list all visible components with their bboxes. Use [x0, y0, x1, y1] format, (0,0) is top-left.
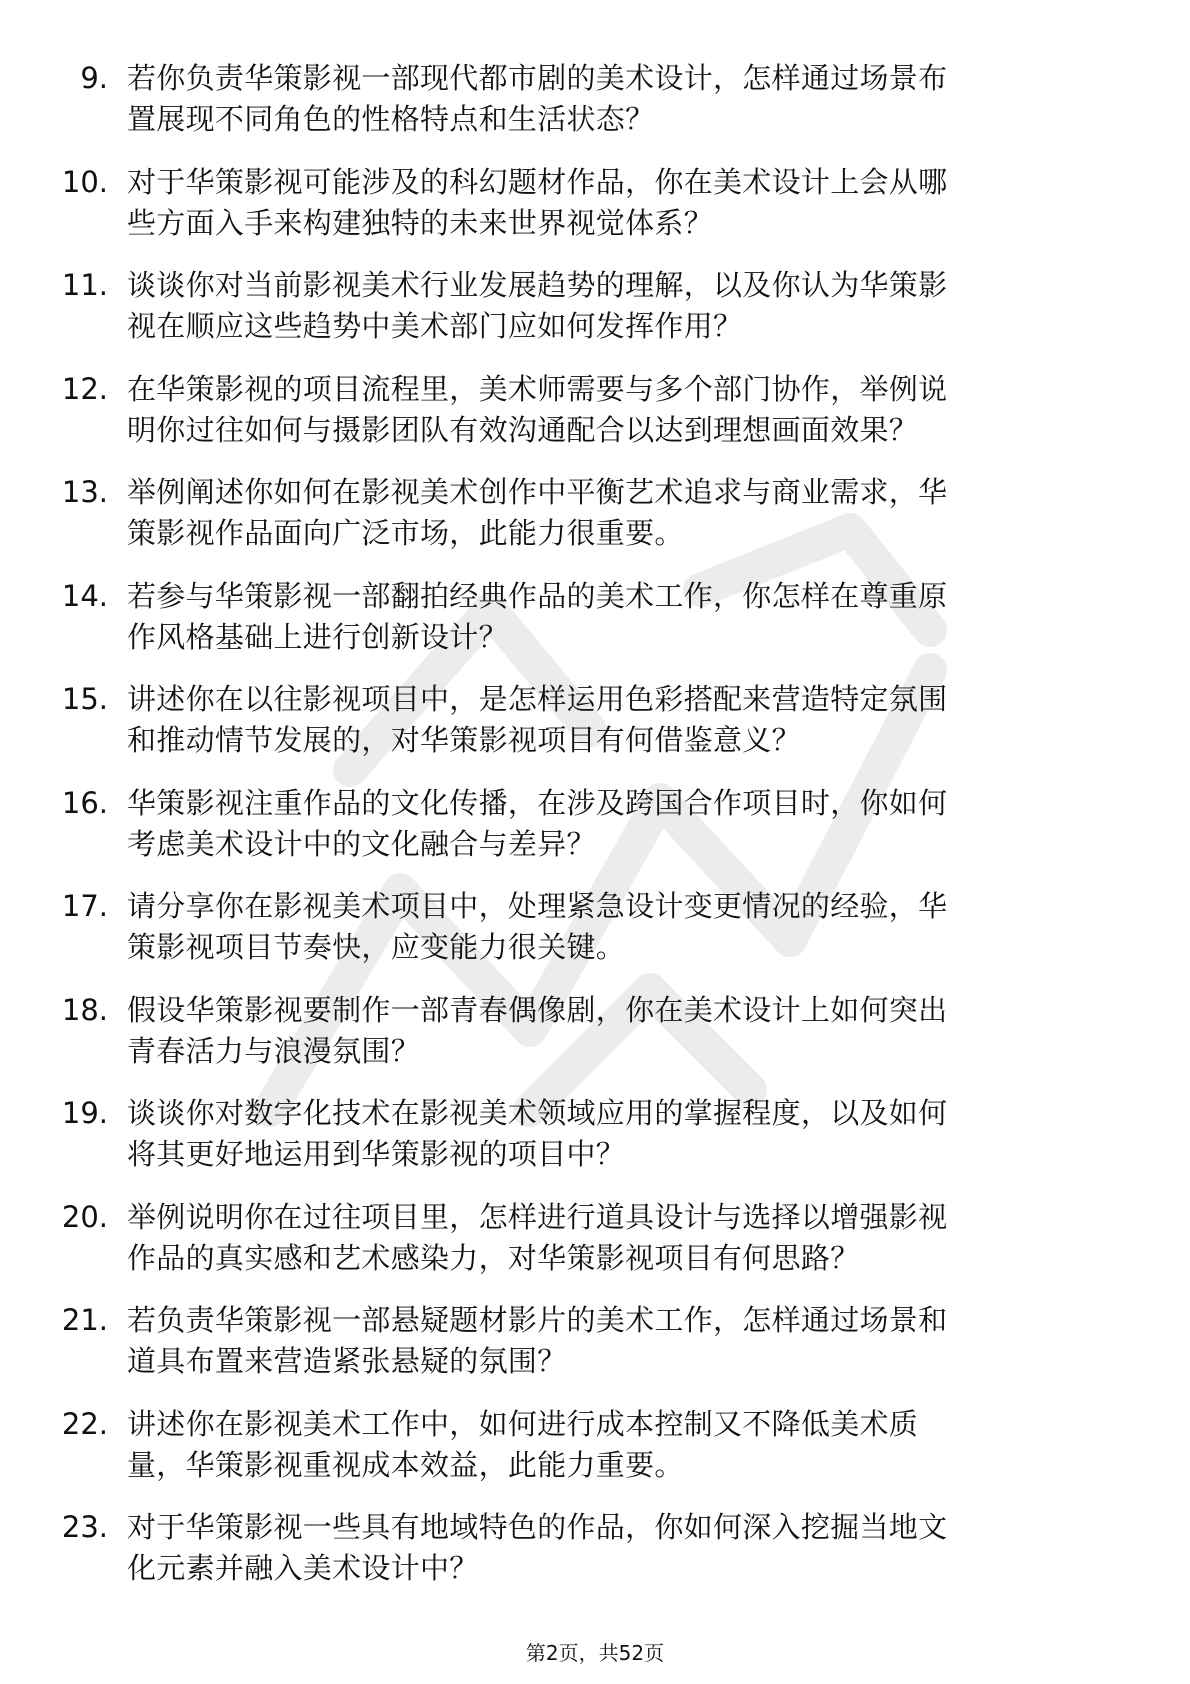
question-text-line: 讲述你在影视美术工作中，如何进行成本控制又不降低美术质: [127, 1406, 919, 1441]
question-item: [0, 783, 1190, 887]
question-number: 23.: [61, 1510, 108, 1544]
question-text: [127, 990, 1112, 1072]
question-text-line: 若负责华策影视一部悬疑题材影片的美术工作，怎样通过场景和: [127, 1303, 948, 1337]
question-number: 12.: [61, 371, 108, 406]
question-number: 16.: [61, 785, 108, 820]
question-text-line: 将其更好地运用到华策影视的项目中？: [127, 1137, 626, 1171]
question-text-line: 请分享你在影视美术项目中，处理紧急设计变更情况的经验，华: [127, 889, 948, 923]
question-text-line: 置展现不同角色的性格特点和生活状态？: [127, 102, 655, 136]
question-item: [0, 1507, 1190, 1611]
question-text-line: 举例说明你在过往项目里，怎样进行道具设计与选择以增强影视: [127, 1199, 948, 1234]
question-number: 10.: [61, 164, 108, 199]
question-text: [127, 265, 1112, 347]
page-number: 第2页，共52页: [525, 1641, 665, 1665]
question-text: [127, 783, 1112, 865]
question-text: [127, 369, 1112, 451]
question-text: [127, 58, 1112, 140]
question-number: 15.: [61, 682, 108, 716]
question-text: [127, 576, 1112, 658]
question-text: [127, 472, 1112, 554]
question-item: [0, 58, 1190, 162]
question-text: [127, 886, 1112, 968]
question-number: 21.: [61, 1303, 108, 1337]
question-item: [0, 162, 1190, 266]
question-text: [127, 1507, 1112, 1589]
question-item: [0, 886, 1190, 990]
question-text-line: 策影视作品面向广泛市场，此能力很重要。: [127, 516, 684, 550]
question-text-line: 作品的真实感和艺术感染力，对华策影视项目有何思路？: [127, 1240, 860, 1275]
question-text-line: 化元素并融入美术设计中？: [127, 1551, 479, 1585]
question-text-line: 在华策影视的项目流程里，美术师需要与多个部门协作，举例说: [127, 371, 948, 406]
question-text-line: 和推动情节发展的，对华策影视项目有何借鉴意义？: [127, 723, 801, 757]
question-text-line: 量，华策影视重视成本效益，此能力重要。: [127, 1447, 684, 1482]
question-text-line: 举例阐述你如何在影视美术创作中平衡艺术追求与商业需求，华: [127, 475, 948, 509]
question-number: 22.: [61, 1406, 108, 1441]
question-item: [0, 679, 1190, 783]
question-number: 13.: [61, 475, 108, 509]
question-text: [127, 1404, 1112, 1486]
question-item: [0, 369, 1190, 473]
question-item: [0, 265, 1190, 369]
question-text-line: 谈谈你对当前影视美术行业发展趋势的理解，以及你认为华策影: [127, 268, 948, 302]
question-number: 17.: [61, 889, 108, 923]
question-text-line: 青春活力与浪漫氛围？: [127, 1033, 421, 1068]
question-text: [127, 1300, 1112, 1382]
question-text-line: 些方面入手来构建独特的未来世界视觉体系？: [127, 205, 714, 240]
question-text-line: 道具布置来营造紧张悬疑的氛围？: [127, 1344, 567, 1378]
question-item: [0, 1300, 1190, 1404]
question-number: 9.: [80, 61, 108, 95]
question-text-line: 视在顺应这些趋势中美术部门应如何发挥作用？: [127, 309, 743, 343]
question-item: [0, 1197, 1190, 1301]
question-text-line: 作风格基础上进行创新设计？: [127, 619, 508, 654]
question-text: [127, 162, 1112, 244]
question-item: [0, 990, 1190, 1094]
question-number: 14.: [61, 578, 108, 613]
question-list: [0, 58, 1190, 1611]
question-text: [127, 1197, 1112, 1279]
question-number: 19.: [61, 1096, 108, 1130]
question-text-line: 对于华策影视可能涉及的科幻题材作品，你在美术设计上会从哪: [127, 164, 948, 199]
question-text-line: 谈谈你对数字化技术在影视美术领域应用的掌握程度，以及如何: [127, 1096, 948, 1130]
question-text-line: 策影视项目节奏快，应变能力很关键。: [127, 930, 626, 964]
question-text-line: 明你过往如何与摄影团队有效沟通配合以达到理想画面效果？: [127, 412, 919, 447]
question-text-line: 若你负责华策影视一部现代都市剧的美术设计，怎样通过场景布: [127, 61, 948, 95]
question-item: [0, 576, 1190, 680]
question-item: [0, 472, 1190, 576]
question-text-line: 假设华策影视要制作一部青春偶像剧，你在美术设计上如何突出: [127, 992, 948, 1027]
question-text-line: 华策影视注重作品的文化传播，在涉及跨国合作项目时，你如何: [127, 785, 948, 820]
question-text: [127, 679, 1112, 761]
question-text-line: 对于华策影视一些具有地域特色的作品，你如何深入挖掘当地文: [127, 1510, 948, 1544]
question-text: [127, 1093, 1112, 1175]
question-text-line: 若参与华策影视一部翻拍经典作品的美术工作，你怎样在尊重原: [127, 578, 948, 613]
question-item: [0, 1404, 1190, 1508]
question-number: 20.: [61, 1199, 108, 1234]
question-text-line: 讲述你在以往影视项目中，是怎样运用色彩搭配来营造特定氛围: [127, 682, 948, 716]
question-item: [0, 1093, 1190, 1197]
question-number: 18.: [61, 992, 108, 1027]
question-text-line: 考虑美术设计中的文化融合与差异？: [127, 826, 596, 861]
question-number: 11.: [61, 268, 108, 302]
